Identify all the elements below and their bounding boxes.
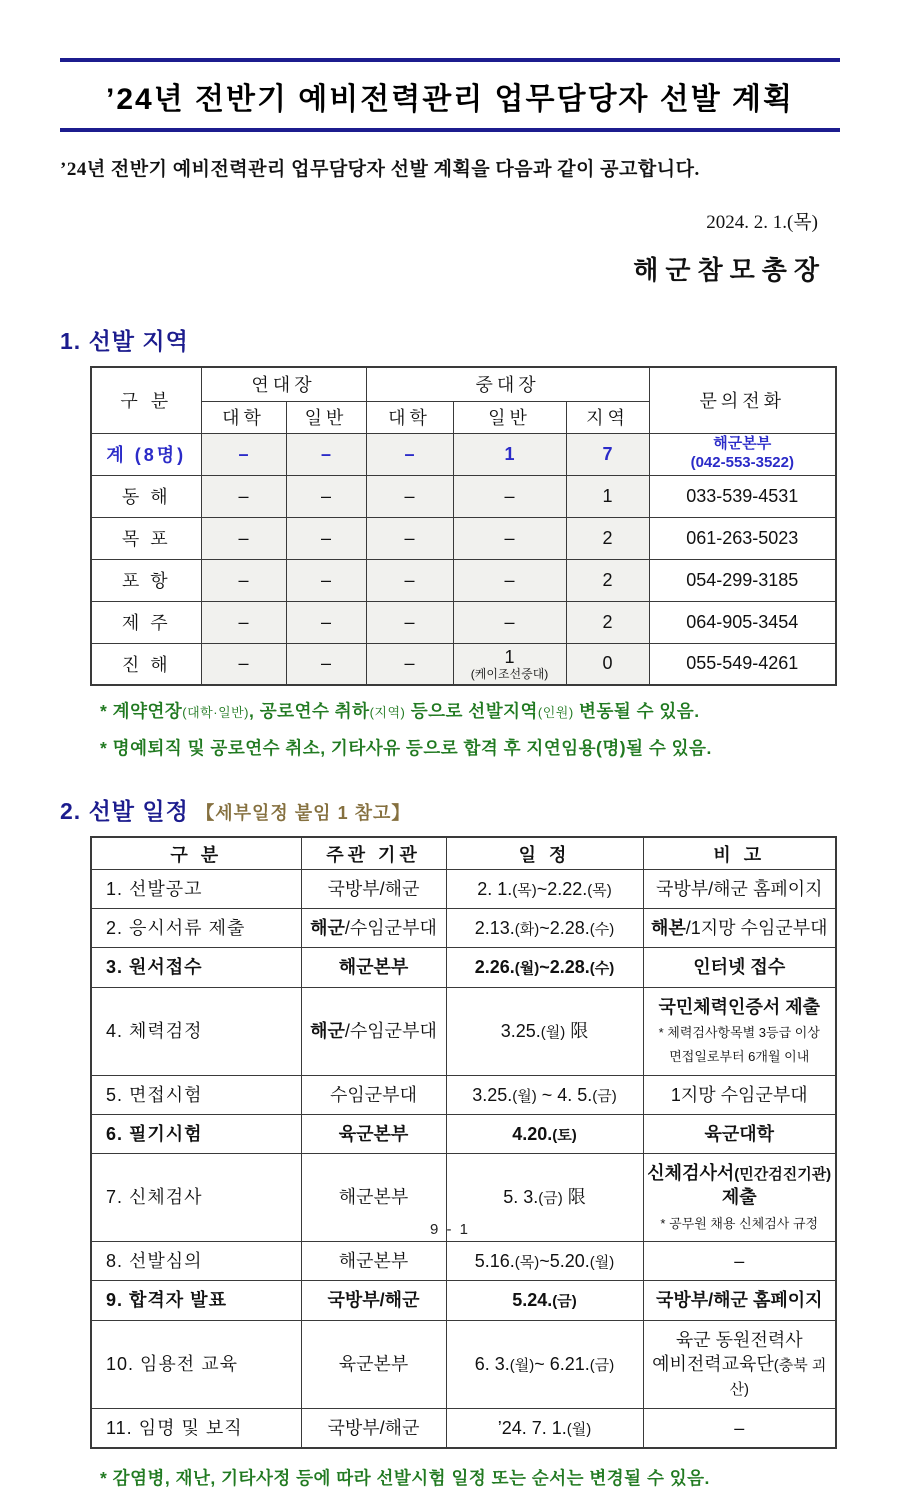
schedule-org-cell xyxy=(301,948,446,987)
schedule-label-cell xyxy=(91,1281,301,1320)
schedule-label-cell xyxy=(91,987,301,1075)
schedule-table-body xyxy=(91,869,836,1448)
region-value-cell: – xyxy=(286,559,366,601)
schedule-table xyxy=(90,836,837,1449)
schedule-date-cell xyxy=(446,909,643,948)
schedule-label-cell xyxy=(91,869,301,908)
region-value-cell: 2 xyxy=(566,559,649,601)
schedule-date-cell xyxy=(446,1408,643,1448)
text-segment: /1지망 수임군부대 xyxy=(685,918,828,939)
region-contact-cell: 해군본부 (042-553-3522) xyxy=(649,433,836,475)
section2-bracket-note: 【세부일정 붙임 1 참고】 xyxy=(196,803,411,824)
region-value-cell: – xyxy=(366,559,453,601)
text-segment: 6. 3. xyxy=(474,1353,510,1374)
region-note-2 xyxy=(100,733,840,764)
text-segment: 5. 면접시험 xyxy=(106,1084,203,1105)
region-value-cell: – xyxy=(453,517,566,559)
text-segment: 해군 xyxy=(310,1020,345,1041)
region-value-cell: – xyxy=(286,643,366,685)
schedule-label-cell xyxy=(91,1408,301,1448)
region-value-cell: – xyxy=(201,517,286,559)
text-segment: 11. 임명 및 보직 xyxy=(106,1417,243,1438)
region-name-cell: 진 해 xyxy=(91,643,201,685)
text-segment: 제출 xyxy=(721,1187,757,1208)
schedule-header-org: 주관 기관 xyxy=(301,837,446,869)
text-segment: (민간검진기관) xyxy=(734,1166,832,1184)
text-segment: (목) xyxy=(587,881,612,899)
text-segment: 4.20. xyxy=(512,1123,553,1144)
schedule-table-header xyxy=(91,837,836,869)
region-table-row xyxy=(91,433,836,475)
text-segment: (지역) xyxy=(369,705,406,720)
region-table-row xyxy=(91,643,836,685)
schedule-note-cell xyxy=(643,909,836,948)
text-segment: 3.25. xyxy=(472,1084,513,1105)
schedule-org-cell xyxy=(301,1408,446,1448)
schedule-header-note: 비 고 xyxy=(643,837,836,869)
region-value-cell: – xyxy=(366,643,453,685)
region-name-cell: 동 해 xyxy=(91,475,201,517)
text-segment: (월) xyxy=(540,1023,566,1041)
schedule-date-cell xyxy=(446,869,643,908)
schedule-table-row xyxy=(91,869,836,908)
region-value-cell: – xyxy=(201,559,286,601)
section1-heading: 1. 선발 지역 xyxy=(60,328,189,354)
schedule-table-row xyxy=(91,987,836,1075)
text-segment: 限 xyxy=(562,1187,586,1208)
text-segment: 육군본부 xyxy=(338,1123,409,1144)
text-segment: 예비전력교육단 xyxy=(652,1353,774,1374)
region-value-cell: 1 xyxy=(453,433,566,475)
region-value-cell: 7 xyxy=(566,433,649,475)
region-name-cell: 목 포 xyxy=(91,517,201,559)
text-segment: 신체검사서 xyxy=(647,1163,735,1184)
region-value-cell: 2 xyxy=(566,601,649,643)
text-segment: 1지망 수임군부대 xyxy=(670,1084,808,1105)
title-bottom-rule xyxy=(60,128,840,132)
text-segment: 5.16. xyxy=(474,1251,515,1272)
intro-text: ’24년 전반기 예비전력관리 업무담당자 선발 계획을 다음과 같이 공고합니다. xyxy=(60,159,700,180)
region-name-cell: 계 (8명) xyxy=(91,433,201,475)
region-header-contact: 문의전화 xyxy=(649,367,836,433)
text-segment: 국방부/해군 xyxy=(327,1290,420,1311)
text-segment: 변동될 수 있음. xyxy=(573,701,700,721)
schedule-org-cell xyxy=(301,1114,446,1153)
region-contact-cell: 061-263-5023 xyxy=(649,517,836,559)
text-segment: (금) xyxy=(592,1087,617,1105)
region-value-cell: – xyxy=(201,643,286,685)
text-segment: 수임군부대 xyxy=(330,1084,417,1105)
text-segment: 1. 선발공고 xyxy=(106,878,203,899)
text-segment: ~ 4. 5. xyxy=(536,1084,593,1105)
schedule-label-cell xyxy=(91,1075,301,1114)
region-table-header xyxy=(91,367,836,433)
text-segment: 2.13. xyxy=(474,918,515,939)
schedule-table-row xyxy=(91,948,836,987)
text-segment: * 감염병, 재난, 기타사정 등에 따라 선발시험 일정 또는 순서는 변경될 수 있음. xyxy=(100,1467,710,1488)
schedule-header-gubun: 구 분 xyxy=(91,837,301,869)
text-segment: ~ 6.21. xyxy=(534,1353,590,1374)
text-segment: (인원) xyxy=(537,705,574,720)
region-contact-cell: 033-539-4531 xyxy=(649,475,836,517)
schedule-table-row xyxy=(91,1242,836,1281)
schedule-table-row xyxy=(91,1075,836,1114)
signer-title: 해군참모총장 xyxy=(633,256,826,285)
text-segment: (월) xyxy=(514,960,540,978)
text-segment: 3. 원서접수 xyxy=(106,957,203,978)
schedule-label-cell xyxy=(91,1114,301,1153)
schedule-date-cell xyxy=(446,1242,643,1281)
text-segment: – xyxy=(734,1251,745,1272)
text-segment: 10. 임용전 교육 xyxy=(106,1353,238,1374)
schedule-table-row xyxy=(91,1408,836,1448)
schedule-label-cell xyxy=(91,948,301,987)
text-segment: 5. 3. xyxy=(503,1187,539,1208)
text-segment: (금) xyxy=(552,1293,577,1311)
page-number: 9 - 1 xyxy=(429,1221,470,1238)
region-value-cell: – xyxy=(286,433,366,475)
text-segment: 국방부/해군 홈페이지 xyxy=(656,1290,823,1311)
region-value-cell: – xyxy=(366,601,453,643)
text-segment: (목) xyxy=(512,881,537,899)
schedule-org-cell xyxy=(301,1242,446,1281)
schedule-table-row xyxy=(91,1281,836,1320)
text-segment: 8. 선발심의 xyxy=(106,1251,203,1272)
region-subheader-general2: 일반 xyxy=(453,401,566,433)
text-segment: 5.24. xyxy=(512,1290,553,1311)
text-segment: 2. 1. xyxy=(477,878,513,899)
section2-heading xyxy=(60,793,840,826)
text-segment: 육군대학 xyxy=(704,1123,775,1144)
text-segment: * 계약연장 xyxy=(100,701,183,721)
region-contact-cell: 064-905-3454 xyxy=(649,601,836,643)
region-value-cell: – xyxy=(286,601,366,643)
text-segment: – xyxy=(734,1417,745,1438)
region-table xyxy=(90,366,837,686)
text-segment: (금) xyxy=(589,1356,615,1374)
schedule-date-cell xyxy=(446,948,643,987)
region-table-row xyxy=(91,517,836,559)
text-segment: ~5.20. xyxy=(539,1251,590,1272)
region-subheader-area: 지역 xyxy=(566,401,649,433)
section2-title: 2. 선발 일정 xyxy=(60,798,189,825)
schedule-note-cell xyxy=(643,1281,836,1320)
region-value-cell: – xyxy=(453,559,566,601)
region-table-row xyxy=(91,559,836,601)
region-header-jungdaejang: 중대장 xyxy=(366,367,649,401)
schedule-org-cell xyxy=(301,1281,446,1320)
text-segment: ~2.28. xyxy=(539,918,590,939)
announcement-date: 2024. 2. 1.(목) xyxy=(706,212,818,233)
text-segment: * 체력검사항목별 3등급 이상 xyxy=(658,1024,820,1040)
text-segment: ~2.28. xyxy=(539,957,590,978)
region-header-gubun: 구 분 xyxy=(91,367,201,433)
text-segment: 해군본부 xyxy=(338,1187,409,1208)
schedule-note-cell xyxy=(643,948,836,987)
text-segment: * 공무원 채용 신체검사 규정 xyxy=(660,1215,819,1231)
schedule-table-row xyxy=(91,1114,836,1153)
region-subheader-general1: 일반 xyxy=(286,401,366,433)
schedule-note-cell xyxy=(643,1242,836,1281)
region-value-cell: – xyxy=(201,601,286,643)
text-segment: (대학·일반) xyxy=(182,705,250,720)
text-segment: 7. 신체검사 xyxy=(106,1187,203,1208)
region-note-1 xyxy=(100,696,840,727)
text-segment: 해군 xyxy=(310,918,345,939)
text-segment: (화) xyxy=(514,921,540,939)
text-segment: (목) xyxy=(514,1254,540,1272)
text-segment: (수) xyxy=(589,960,615,978)
text-segment: (충북 괴산) xyxy=(729,1356,827,1399)
schedule-note xyxy=(100,1463,840,1493)
text-segment: (금) xyxy=(538,1190,563,1208)
region-value-cell: – xyxy=(201,475,286,517)
text-segment: 해군본부 xyxy=(338,957,409,978)
region-value-subtext: (케이조선중대) xyxy=(470,666,549,681)
text-segment: 3.25. xyxy=(500,1020,541,1041)
region-notes xyxy=(60,696,840,763)
text-segment: 2.26. xyxy=(474,957,515,978)
schedule-label-cell xyxy=(91,1320,301,1408)
text-segment: (월) xyxy=(589,1254,615,1272)
text-segment: * 명예퇴직 및 공로연수 취소, 기타사유 등으로 합격 후 지연임용(명)될 수 있음. xyxy=(100,737,712,758)
text-segment: 해본 xyxy=(650,918,686,939)
text-segment: (월) xyxy=(509,1356,535,1374)
schedule-table-row xyxy=(91,1320,836,1408)
text-segment: 해군본부 xyxy=(338,1251,409,1272)
region-value-cell: – xyxy=(286,517,366,559)
region-value-cell: – xyxy=(453,475,566,517)
text-segment: 육군 동원전력사 xyxy=(675,1329,803,1350)
region-name-cell: 제 주 xyxy=(91,601,201,643)
schedule-note-cell xyxy=(643,1408,836,1448)
text-segment: 면접일로부터 6개월 이내 xyxy=(669,1049,810,1065)
region-value-cell: 2 xyxy=(566,517,649,559)
text-segment: 국민체력인증서 제출 xyxy=(658,996,820,1017)
region-value-cell: – xyxy=(201,433,286,475)
text-segment: , 공로연수 취하 xyxy=(249,701,370,721)
schedule-label-cell xyxy=(91,1242,301,1281)
region-value-cell: 1 xyxy=(566,475,649,517)
schedule-org-cell xyxy=(301,1320,446,1408)
schedule-org-cell xyxy=(301,987,446,1075)
region-subheader-univ1: 대학 xyxy=(201,401,286,433)
region-value-cell: – xyxy=(366,433,453,475)
region-name-cell: 포 항 xyxy=(91,559,201,601)
text-segment: 등으로 선발지역 xyxy=(405,701,538,721)
region-table-row xyxy=(91,475,836,517)
document-title: ’24년 전반기 예비전력관리 업무담당자 선발 계획 xyxy=(106,83,794,116)
region-header-yeondaejang: 연대장 xyxy=(201,367,366,401)
text-segment: (수) xyxy=(589,921,615,939)
text-segment: /수임군부대 xyxy=(344,1020,437,1041)
schedule-note-cell xyxy=(643,987,836,1075)
schedule-org-cell xyxy=(301,1075,446,1114)
text-segment: ~2.22. xyxy=(536,878,588,899)
schedule-note-cell xyxy=(643,1114,836,1153)
region-value-cell: 0 xyxy=(566,643,649,685)
text-segment: (월) xyxy=(566,1420,592,1438)
schedule-note-cell xyxy=(643,1075,836,1114)
text-segment: 국방부/해군 홈페이지 xyxy=(656,878,823,899)
region-value-cell: – xyxy=(366,517,453,559)
schedule-date-cell xyxy=(446,1320,643,1408)
text-segment: 2. 응시서류 제출 xyxy=(106,918,246,939)
schedule-label-cell xyxy=(91,909,301,948)
region-value-cell: 1 (케이조선중대) xyxy=(453,643,566,685)
text-segment: 限 xyxy=(565,1020,589,1041)
schedule-header-date: 일 정 xyxy=(446,837,643,869)
region-contact-cell: 055-549-4261 xyxy=(649,643,836,685)
schedule-org-cell xyxy=(301,869,446,908)
text-segment: 인터넷 접수 xyxy=(693,957,786,978)
text-segment: ’24. 7. 1. xyxy=(497,1417,567,1438)
schedule-org-cell xyxy=(301,909,446,948)
schedule-date-cell xyxy=(446,1281,643,1320)
region-value-cell: – xyxy=(286,475,366,517)
text-segment: 육군본부 xyxy=(338,1353,409,1374)
schedule-note-cell xyxy=(643,1320,836,1408)
text-segment: 9. 합격자 발표 xyxy=(106,1290,227,1311)
region-subheader-univ2: 대학 xyxy=(366,401,453,433)
schedule-date-cell xyxy=(446,1075,643,1114)
region-table-row xyxy=(91,601,836,643)
schedule-note-cell xyxy=(643,869,836,908)
schedule-date-cell xyxy=(446,987,643,1075)
text-segment: /수임군부대 xyxy=(344,918,437,939)
schedule-date-cell xyxy=(446,1114,643,1153)
region-value-cell: – xyxy=(453,601,566,643)
region-table-body xyxy=(91,433,836,685)
text-segment: 6. 필기시험 xyxy=(106,1123,203,1144)
text-segment: 국방부/해군 xyxy=(327,1417,420,1438)
text-segment: 국방부/해군 xyxy=(327,878,420,899)
region-contact-cell: 054-299-3185 xyxy=(649,559,836,601)
text-segment: (월) xyxy=(512,1087,537,1105)
region-value-cell: – xyxy=(366,475,453,517)
text-segment: 4. 체력검정 xyxy=(106,1020,203,1041)
schedule-table-row xyxy=(91,909,836,948)
text-segment: (토) xyxy=(552,1126,577,1144)
